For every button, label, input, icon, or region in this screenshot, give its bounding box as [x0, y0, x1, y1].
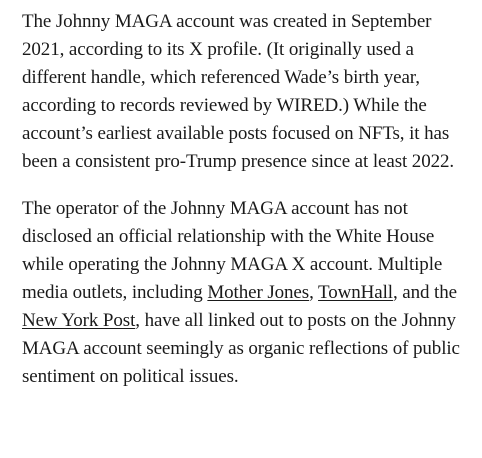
paragraph-text-outro: , have all linked out to posts on the Johnny MAGA account seemingly as organic reflections of public sentiment on political issues. — [22, 310, 460, 387]
paragraph-text-intro: The operator of the Johnny MAGA account has not disclosed an official relationship with the White House while operating the Johnny MAGA X account. Multiple media outlets, including — [22, 198, 443, 303]
paragraph-account-history: The Johnny MAGA account was created in September 2021, according to its X profile. (It originally used a different handle, which referenced Wade’s birth year, according to records reviewed by WIRED.) While the account’s earliest available posts focused on NFTs, it has been a consistent pro-Trump presence since at least 2022. — [22, 11, 455, 172]
link-new-york-post[interactable]: New York Post — [22, 310, 136, 331]
separator-and-the: , and the — [392, 282, 457, 303]
separator-comma: , — [309, 282, 319, 303]
link-mother-jones[interactable]: Mother Jones — [207, 282, 310, 303]
article-body — [22, 8, 467, 410]
paragraph-media-coverage — [22, 195, 467, 391]
link-townhall[interactable]: TownHall — [318, 282, 393, 303]
